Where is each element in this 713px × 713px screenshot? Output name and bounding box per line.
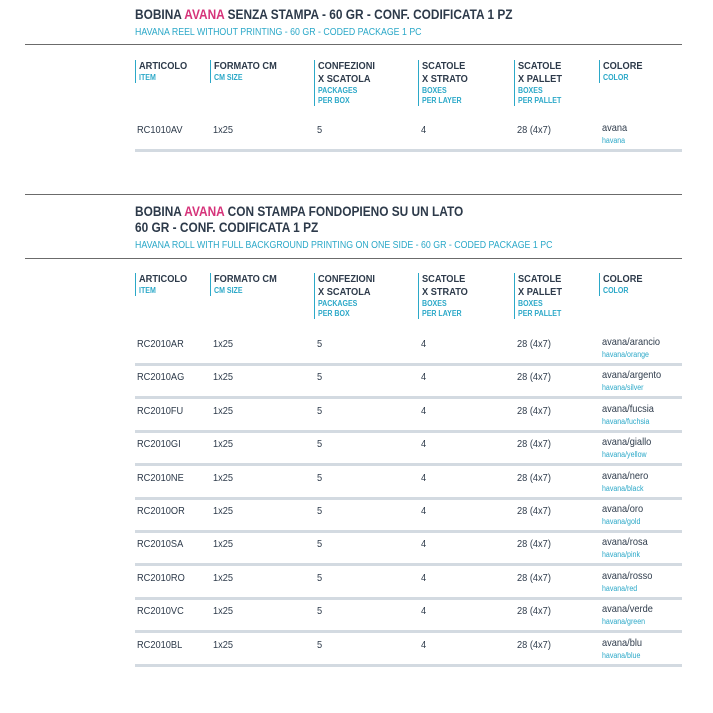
color-en: havana/red [602, 583, 638, 593]
header-label: X PALLET [518, 73, 562, 85]
boxes-per-layer: 4 [421, 338, 427, 350]
header-label: FORMATO CM [214, 60, 277, 72]
color-it: avana/argento [602, 369, 662, 382]
boxes-per-layer: 4 [421, 438, 427, 451]
color-en: havana/green [602, 617, 646, 627]
packages-per-box: 5 [317, 605, 323, 618]
boxes-per-pallet: 28 (4x7) [517, 471, 551, 484]
header-label-en: PER BOX [318, 96, 350, 105]
color-en: havana/fuchsia [602, 416, 650, 426]
header-label: ARTICOLO [139, 273, 188, 285]
item-code: RC2010OR [137, 505, 185, 517]
header-label-en: PER BOX [318, 309, 350, 318]
header-label-en: PACKAGES [318, 299, 358, 308]
boxes-per-pallet: 28 (4x7) [517, 638, 551, 651]
row-divider [135, 563, 682, 566]
size: 1x25 [213, 371, 234, 384]
packages-per-box: 5 [317, 638, 323, 651]
header-label: CONFEZIONI [318, 273, 375, 285]
header-label-en: COLOR [603, 73, 629, 82]
boxes-per-pallet: 28 (4x7) [517, 404, 551, 417]
section1-divider [25, 44, 682, 45]
color-en: havana/silver [602, 383, 644, 393]
color-it: avana/arancio [602, 336, 661, 348]
header-label: X STRATO [422, 286, 468, 298]
boxes-per-layer: 4 [421, 371, 427, 384]
section2-subtitle: HAVANA ROLL WITH FULL BACKGROUND PRINTING ON ONE SIDE - 60 GR - CODED PACKAGE 1 PC [135, 240, 553, 251]
header-label-en: ITEM [139, 73, 156, 82]
row-divider [135, 664, 682, 667]
item-code: RC2010GI [137, 438, 181, 451]
boxes-per-pallet: 28 (4x7) [517, 605, 551, 618]
color-it: avana/oro [602, 503, 644, 515]
color-en: havana/black [602, 483, 644, 493]
item-code: RC2010SA [137, 538, 184, 551]
boxes-per-layer: 4 [421, 571, 427, 584]
header-label: X STRATO [422, 73, 468, 85]
color-it: avana [602, 122, 628, 134]
boxes-per-layer: 4 [421, 605, 427, 618]
packages-per-box: 5 [317, 571, 323, 584]
header-label-en: BOXES [422, 299, 447, 308]
column-header [210, 273, 285, 296]
header-label-en: CM SIZE [214, 73, 243, 82]
boxes-per-layer: 4 [421, 124, 427, 136]
color-it: avana/rosa [602, 536, 648, 549]
title-accent: AVANA [184, 204, 225, 219]
packages-per-box: 5 [317, 338, 323, 350]
row-divider [135, 597, 682, 600]
packages-per-box: 5 [317, 124, 323, 136]
column-header [418, 273, 474, 319]
header-label-en: BOXES [518, 299, 543, 308]
header-label: SCATOLE [422, 273, 466, 285]
column-header [135, 60, 194, 83]
header-label-en: PER PALLET [518, 309, 562, 318]
header-label-en: PER LAYER [422, 309, 462, 318]
boxes-per-layer: 4 [421, 505, 427, 517]
color-it: avana/fucsia [602, 402, 654, 415]
packages-per-box: 5 [317, 471, 323, 484]
color-it: avana/rosso [602, 569, 653, 582]
column-header [599, 273, 648, 296]
item-code: RC2010FU [137, 404, 184, 417]
item-code: RC2010AG [137, 371, 185, 384]
color-en: havana [602, 136, 626, 145]
header-label-en: ITEM [139, 286, 156, 295]
section2-divider [25, 258, 682, 259]
color-en: havana/gold [602, 517, 641, 526]
color-en: havana/yellow [602, 450, 647, 460]
boxes-per-pallet: 28 (4x7) [517, 338, 551, 350]
header-label: SCATOLE [518, 60, 562, 72]
size: 1x25 [213, 571, 234, 584]
column-header [599, 60, 648, 83]
row-divider [135, 430, 682, 433]
size: 1x25 [213, 638, 234, 651]
header-label-en: COLOR [603, 286, 629, 295]
header-label: X SCATOLA [318, 73, 371, 85]
column-header [514, 60, 568, 106]
section1-title: BOBINA AVANA SENZA STAMPA - 60 GR - CONF. CODIFICATA 1 PZ [135, 7, 513, 22]
column-header [210, 60, 285, 83]
packages-per-box: 5 [317, 371, 323, 384]
row-divider [135, 530, 682, 533]
header-label: X PALLET [518, 286, 562, 298]
size: 1x25 [213, 505, 234, 517]
column-header [314, 60, 383, 106]
header-label: CONFEZIONI [318, 60, 375, 72]
boxes-per-pallet: 28 (4x7) [517, 371, 551, 384]
row-divider [135, 497, 682, 500]
item-code: RC2010BL [137, 638, 183, 651]
item-code: RC2010VC [137, 605, 184, 618]
boxes-per-layer: 4 [421, 538, 427, 551]
header-label-en: PER PALLET [518, 96, 562, 105]
boxes-per-layer: 4 [421, 638, 427, 651]
size: 1x25 [213, 124, 234, 136]
boxes-per-pallet: 28 (4x7) [517, 505, 551, 517]
item-code: RC2010RO [137, 571, 185, 584]
row-divider [135, 363, 682, 366]
header-label-en: BOXES [422, 86, 447, 95]
boxes-per-layer: 4 [421, 404, 427, 417]
color-en: havana/blue [602, 650, 641, 660]
color-it: avana/verde [602, 603, 653, 616]
column-header [514, 273, 568, 319]
size: 1x25 [213, 471, 234, 484]
item-code: RC2010NE [137, 471, 184, 484]
title-accent: AVANA [184, 7, 225, 22]
color-it: avana/giallo [602, 436, 652, 449]
header-label: COLORE [603, 273, 643, 285]
header-label: SCATOLE [518, 273, 562, 285]
item-code: RC2010AR [137, 338, 184, 350]
section1-subtitle: HAVANA REEL WITHOUT PRINTING - 60 GR - CODED PACKAGE 1 PC [135, 27, 422, 38]
size: 1x25 [213, 438, 234, 451]
size: 1x25 [213, 538, 234, 551]
color-en: havana/pink [602, 550, 640, 560]
column-header [418, 60, 474, 106]
header-label-en: BOXES [518, 86, 543, 95]
packages-per-box: 5 [317, 538, 323, 551]
item-code: RC1010AV [137, 124, 183, 136]
row-divider [135, 149, 682, 152]
color-en: havana/orange [602, 350, 649, 359]
size: 1x25 [213, 605, 234, 618]
column-header [314, 273, 383, 319]
boxes-per-pallet: 28 (4x7) [517, 124, 551, 136]
packages-per-box: 5 [317, 505, 323, 517]
packages-per-box: 5 [317, 404, 323, 417]
header-label: X SCATOLA [318, 286, 371, 298]
section2-top-divider [25, 194, 682, 195]
header-label-en: PER LAYER [422, 96, 462, 105]
section2-title: BOBINA AVANA CON STAMPA FONDOPIENO SU UN LATO [135, 204, 464, 219]
color-it: avana/blu [602, 636, 643, 649]
header-label-en: PACKAGES [318, 86, 358, 95]
size: 1x25 [213, 404, 234, 417]
boxes-per-pallet: 28 (4x7) [517, 538, 551, 551]
column-header [135, 273, 194, 296]
color-it: avana/nero [602, 469, 649, 482]
header-label: COLORE [603, 60, 643, 72]
boxes-per-pallet: 28 (4x7) [517, 438, 551, 451]
header-label: SCATOLE [422, 60, 466, 72]
row-divider [135, 396, 682, 399]
header-label: FORMATO CM [214, 273, 277, 285]
size: 1x25 [213, 338, 234, 350]
row-divider [135, 630, 682, 633]
row-divider [135, 463, 682, 466]
boxes-per-pallet: 28 (4x7) [517, 571, 551, 584]
header-label: ARTICOLO [139, 60, 188, 72]
packages-per-box: 5 [317, 438, 323, 451]
header-label-en: CM SIZE [214, 286, 243, 295]
boxes-per-layer: 4 [421, 471, 427, 484]
section2-title-line2: 60 GR - CONF. CODIFICATA 1 PZ [135, 220, 319, 235]
